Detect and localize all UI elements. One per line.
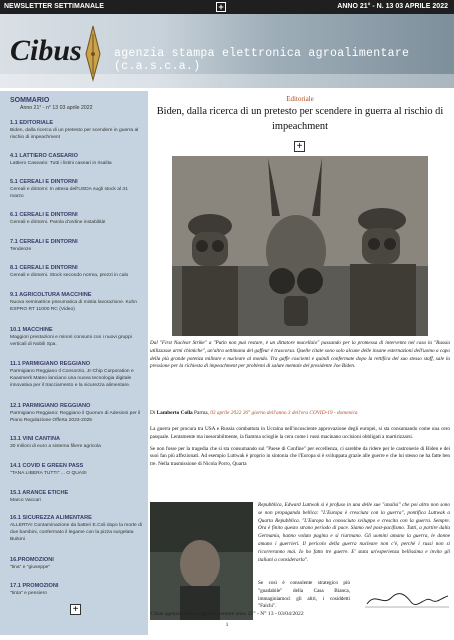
summary-item-text: "TANA LIBERA TUTTI" ... O QUASI bbox=[10, 471, 87, 476]
summary-item-text: Biden, dalla ricerca di un pretesto per scendere in guerra al rischio di impeachment bbox=[10, 128, 139, 140]
summary-item[interactable] bbox=[10, 179, 142, 201]
byline-date: 03 aprile 2022 26° giorno dell'anno 3 dell'era COVID-19 - domenica bbox=[210, 410, 358, 416]
paragraph: Se non fosse per la tragedia che si sta consumando sul "Paese di Confine" per eccellenza, ci sarebbe da ridere per le castronerie di Biden e dei suoi fan più affezionati. Ad esempio Luttwak è proprio in sintonia che l'Europa si è sviluppata grazie alle guerre e che lui stesso ne ha fatte ben tre. Nella trasmissione di Nicola Porro, Quarta bbox=[150, 445, 450, 468]
newsletter-label: NEWSLETTER SETTIMANALE bbox=[4, 3, 104, 10]
summary-item[interactable] bbox=[10, 436, 142, 451]
summary-item-heading: 8.1 CEREALI E DINTORNI bbox=[10, 265, 78, 271]
summary-item[interactable] bbox=[10, 361, 142, 390]
agency-name: agenzia stampa elettronica agroalimentare (c.a.s.c.a.) bbox=[114, 47, 410, 73]
summary-item[interactable] bbox=[10, 463, 142, 478]
summary-item[interactable] bbox=[10, 403, 142, 425]
summary-item-heading: 5.1 CEREALI E DINTORNI bbox=[10, 179, 78, 185]
summary-item[interactable] bbox=[10, 515, 142, 544]
summary-item-heading: 17.1 PROMOZIONI bbox=[10, 583, 59, 589]
issue-label: ANNO 21° - N. 13 03 APRILE 2022 bbox=[337, 3, 448, 10]
article-photo bbox=[172, 156, 428, 336]
summary-subtitle: Anno 21° - n° 13 03 aprile 2022 bbox=[20, 105, 93, 111]
fountain-pen-icon bbox=[82, 24, 104, 82]
byline-prefix: Di bbox=[150, 410, 156, 416]
summary-item-heading: 12.1 PARMIGIANO REGGIANO bbox=[10, 403, 91, 409]
summary-item-heading: 16.PROMOZIONI bbox=[10, 557, 54, 563]
summary-item-text: "tinta" e pensiero bbox=[10, 591, 47, 596]
summary-item[interactable] bbox=[10, 120, 142, 142]
summary-item-text: Cereali e dintorni. Stock secondo norma, prezzi in calo bbox=[10, 273, 129, 278]
photo-caption: Dal "First Nuclear Strike" a "Putin non può restare, è un dittatore macellaio" passando per la promessa di intervento nel caso la "Russia utilizzasse armi chimiche", un'altra settimana del gaffeur è trascorsa. Quelle citate sono solo alcune delle insane esternazioni dell'uomo a capo della più grande potenza militare e nucleare al mondo. Tra gaffe coscienti e quindi confermate dopo la rettifica del suo stesso staff, sale la pressione per la richiesta di impeachment per problemi di salute mentale del presidente Joe Biden. bbox=[150, 340, 450, 370]
summary-item-heading: 9.1 AGRICOLTURA MACCHINE bbox=[10, 292, 92, 298]
article-body bbox=[150, 426, 450, 473]
cibus-logo: Cibus bbox=[10, 34, 82, 67]
page-number: 1 bbox=[225, 622, 229, 628]
video-still[interactable] bbox=[150, 502, 253, 620]
paragraph: La guerra per procura tra USA e Russia combattuta in Ucraina nell'incosciente approvazione degli europei, si sta consumando come una cero pasquale. Lentamente ma inesorabilmente, la fiamma scioglie la cera come i russi macinano uccisioni obbligati a martirizzarsi. bbox=[150, 426, 450, 440]
summary-item[interactable] bbox=[10, 292, 142, 314]
top-bar bbox=[0, 0, 454, 14]
summary-item-heading: 11.1 PARMIGIANO REGGIANO bbox=[10, 361, 91, 367]
plus-icon[interactable]: + bbox=[216, 2, 226, 12]
summary-item-text: ALLERTA! Contaminazione da batteri E.Coli dopo la morte di due bambini, confermato il legame con la pizza surgelata Buitoni bbox=[10, 523, 142, 542]
summary-item-text: Parmigiano Reggiano: Reggiano il Quorum di Adesioni per il Piano Regolazione Offerta 2023-2025 bbox=[10, 411, 141, 423]
summary-item-heading: 13.1 VINI CANTINA bbox=[10, 436, 61, 442]
page-footer: Cibus agenzia stampa agroalimentare anno 21° - N° 13 - 03/04/2022 bbox=[150, 611, 304, 617]
author-name: Lamberto Colla bbox=[156, 410, 193, 416]
masthead-stripe bbox=[0, 74, 454, 88]
byline-place: Parma, bbox=[194, 410, 209, 416]
summary-item[interactable] bbox=[10, 490, 142, 505]
summary-item-text: Nuova seminatrice pneumatica di mistia lavorazione. Kuhn ESPRO RT 11000 RC (Video) bbox=[10, 300, 137, 312]
summary-item-text: Maggiori prestazioni e minori consumi con i nuovi gruppi verticali di Nobili Spa. bbox=[10, 335, 132, 347]
summary-item[interactable] bbox=[10, 153, 142, 168]
summary-item-heading: 16.1 SICUREZZA ALIMENTARE bbox=[10, 515, 92, 521]
article-column bbox=[258, 502, 450, 564]
summary-title: SOMMARIO bbox=[10, 97, 50, 104]
summary-item-text: Tendenze bbox=[10, 247, 32, 252]
editorial-header bbox=[150, 95, 450, 134]
summary-sidebar bbox=[0, 91, 148, 635]
paragraph: Repubblica, Edward Luttwak si è profuso in una delle sue "analisi" che poi altro non sono se non propaganda bellica: "L'Europa è cresciuta con la guerra", pontifica Luttwak a Quarta Repubblica. "L'Europa ha conosciuto sviluppo e crescita con la guerra. Sempre. Ora è finito questo strano periodo di pace. Siamo nel post-pacifismo. Tutti, a partire dalla Germania, hanno voluto pagina e si riarmano. Gli uomini amano la guerra, le donne amano i guerrieri. Il pericolo della guerra nucleare non c'è, perché i russi non si ricorreranno mai. Io ho fatto tre guerre. E' stata un'esperienza bellissima e invito gli italiani a considerarla". bbox=[258, 502, 450, 563]
summary-item-heading: 15.1 ARANCE ETICHE bbox=[10, 490, 69, 496]
summary-item-text: Marco Vaccari bbox=[10, 498, 41, 503]
summary-item-text: Lattiero Caseario: Tutti i listini caseari in risalita bbox=[10, 161, 112, 166]
summary-item-heading: 4.1 LATTIERO CASEARIO bbox=[10, 153, 78, 159]
byline bbox=[150, 410, 450, 416]
plus-icon[interactable]: + bbox=[294, 141, 305, 152]
author-signature bbox=[365, 588, 450, 610]
section-label: Editoriale bbox=[286, 95, 314, 103]
summary-item-text: "tina" e "giuseppe" bbox=[10, 565, 51, 570]
summary-item-text: Parmigiano Reggiano Il Consorzio, Jr-Chip Corporation e Kaasmerk Mateo lanciano una nuova tecnologia digitale innovativa per il tracciamento e la sicurezza alimentare. bbox=[10, 369, 134, 388]
summary-item-heading: 1.1 EDITORIALE bbox=[10, 120, 54, 126]
summary-item-text: Cereali e dintorni: In attesa dell'USDA sugli stock al 31 marzo bbox=[10, 187, 128, 199]
summary-item[interactable] bbox=[10, 265, 142, 280]
summary-item-text: 30 milioni di euro a sistema filiere agricola bbox=[10, 444, 101, 449]
paragraph: Se così è consolente strategico più "guadabile" della Casa Bianca, immaginiamoci gli altri, i cosiddetti "Falchi". bbox=[258, 580, 350, 610]
article-title: Biden, dalla ricerca di un pretesto per scendere in guerra al rischio di impeachment bbox=[156, 106, 444, 133]
summary-item-heading: 10.1 MACCHINE bbox=[10, 327, 53, 333]
summary-item-heading: 14.1 COVID E GREEN PASS bbox=[10, 463, 84, 469]
summary-item-text: Cereali e dintorni. Parola d'ordine instabilità! bbox=[10, 220, 106, 225]
summary-item-heading: 7.1 CEREALI E DINTORNI bbox=[10, 239, 78, 245]
summary-item[interactable] bbox=[10, 212, 142, 227]
article-column-end bbox=[258, 580, 350, 611]
summary-item[interactable] bbox=[10, 239, 142, 254]
masthead bbox=[0, 14, 454, 88]
summary-item[interactable] bbox=[10, 583, 142, 598]
summary-item[interactable] bbox=[10, 327, 142, 349]
summary-item[interactable] bbox=[10, 557, 142, 572]
plus-icon[interactable]: + bbox=[70, 604, 81, 615]
summary-item-heading: 6.1 CEREALI E DINTORNI bbox=[10, 212, 78, 218]
